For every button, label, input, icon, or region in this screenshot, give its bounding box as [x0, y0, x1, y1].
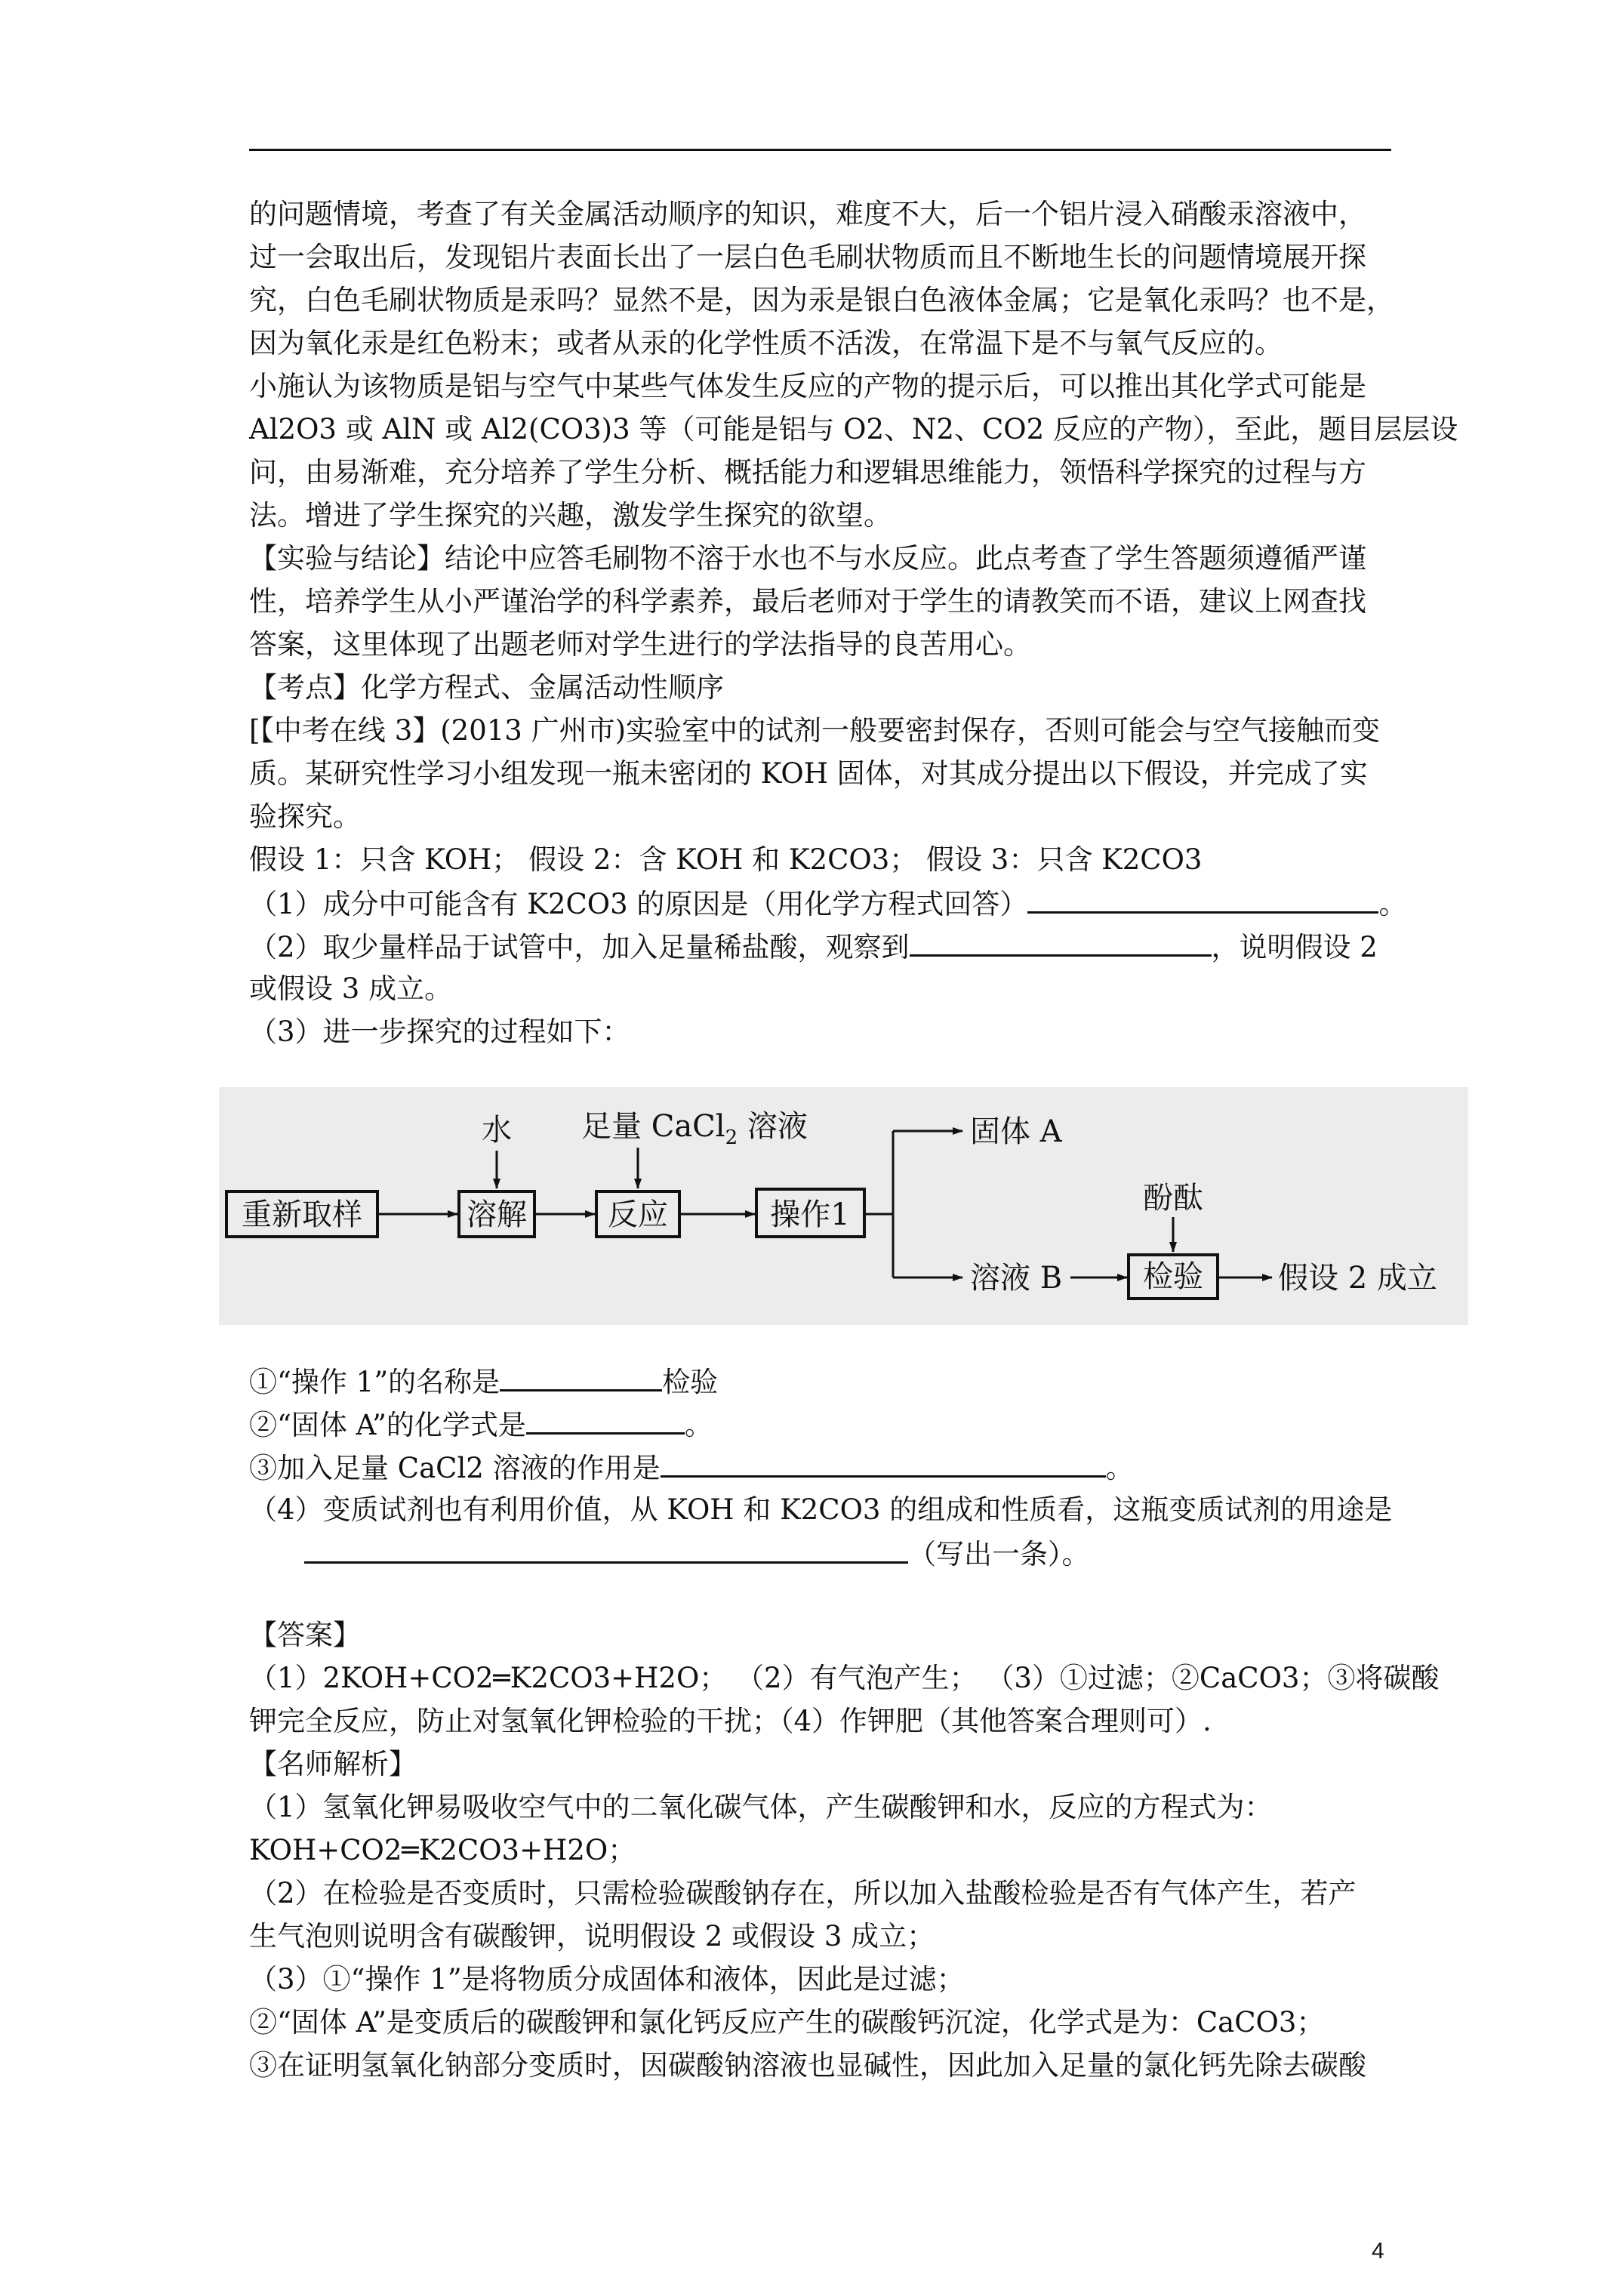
question-2-end: ，说明假设 2: [1211, 931, 1378, 963]
answer-line: 生气泡则说明含有碳酸钾，说明假设 2 或假设 3 成立；: [249, 1920, 935, 1952]
body-line: 假设 1：只含 KOH； 假设 2：含 KOH 和 K2CO3； 假设 3：只含 K2CO3: [249, 843, 1203, 876]
input-cacl2-suffix: 溶液: [738, 1109, 808, 1144]
answer-blank-op1[interactable]: [500, 1359, 662, 1391]
answer-line: ③在证明氢氧化钠部分变质时，因碳酸钠溶液也显碱性，因此加入足量的氯化钙先除去碳酸: [249, 2049, 1366, 2082]
subquestions: [249, 1359, 1397, 1574]
input-cacl2-subscript: 2: [725, 1126, 738, 1149]
input-cacl2: [581, 1109, 808, 1149]
answer-blank-cacl2[interactable]: [661, 1445, 1106, 1478]
node-react-label: 反应: [608, 1197, 668, 1232]
result-label: 假设 2 成立: [1278, 1261, 1437, 1296]
answer-line: 【名师解析】: [249, 1748, 417, 1780]
subquestion-1: [249, 1359, 1397, 1402]
answer-line: 【答案】: [249, 1619, 361, 1651]
question-2-text: （2）取少量样品于试管中，加入足量稀盐酸，观察到: [249, 931, 910, 963]
subquestion-3: [249, 1445, 1397, 1488]
body-line: 【考点】化学方程式、金属活动性顺序: [249, 671, 724, 704]
header-rule: [249, 149, 1391, 151]
node-op1-label: 操作1: [770, 1197, 850, 1232]
node-check-label: 检验: [1143, 1259, 1203, 1294]
answer-line: ②“固体 A”是变质后的碳酸钾和氯化钙反应产生的碳酸钙沉淀，化学式是为：CaCO3；: [249, 2006, 1325, 2039]
body-line: 的问题情境，考查了有关金属活动顺序的知识，难度不大，后一个铝片浸入硝酸汞溶液中，: [249, 198, 1366, 230]
question-1-end: 。: [1378, 888, 1407, 920]
body-line: 质。某研究性学习小组发现一瓶未密闭的 KOH 固体，对其成分提出以下假设，并完成了实: [249, 757, 1368, 790]
output-solution-b: 溶液 B: [970, 1261, 1063, 1296]
subquestion-2-text: ②“固体 A”的化学式是: [249, 1409, 526, 1441]
answer-line: KOH+CO2═K2CO3+H2O；: [249, 1834, 636, 1866]
answer-line: （3）①“操作 1”是将物质分成固体和液体，因此是过滤；: [249, 1963, 965, 1996]
body-line: 验探究。: [249, 800, 361, 833]
document-body: [249, 193, 1458, 1053]
output-solid-a: 固体 A: [970, 1114, 1062, 1149]
question-1-text: （1）成分中可能含有 K2CO3 的原因是（用化学方程式回答）: [249, 888, 1028, 920]
body-line: [【中考在线 3】(2013 广州市)实验室中的试剂一般要密封保存，否则可能会与空气接触而变: [249, 714, 1381, 747]
answer-line: 钾完全反应，防止对氢氧化钾检验的干扰；（4）作钾肥（其他答案合理则可）.: [249, 1705, 1212, 1737]
answer-blank-solid[interactable]: [526, 1402, 685, 1435]
body-line: Al2O3 或 AlN 或 Al2(CO3)3 等（可能是铝与 O2、N2、CO2 反应的产物），至此，题目层层设: [249, 413, 1458, 445]
answer-line: （2）在检验是否变质时，只需检验碳酸钠存在，所以加入盐酸检验是否有气体产生，若产: [249, 1877, 1357, 1909]
subquestion-1-end: 检验: [662, 1366, 719, 1398]
answer-line: （1）氢氧化钾易吸收空气中的二氧化碳气体，产生碳酸钾和水，反应的方程式为：: [249, 1791, 1273, 1823]
answer-section: [249, 1613, 1440, 2087]
answer-blank-4[interactable]: [304, 1531, 908, 1564]
question-4: （4）变质试剂也有利用价值，从 KOH 和 K2CO3 的组成和性质看，这瓶变质试剂的用途是: [249, 1493, 1393, 1526]
body-line: 法。增进了学生探究的兴趣，激发学生探究的欲望。: [249, 499, 892, 532]
question-2: [249, 924, 1397, 967]
body-line: 究，白色毛刷状物质是汞吗？显然不是，因为汞是银白色液体金属；它是氧化汞吗？也不是，: [249, 284, 1394, 316]
question-3: （3）进一步探究的过程如下：: [249, 1015, 630, 1048]
body-line: 问，由易渐难，充分培养了学生分析、概括能力和逻辑思维能力，领悟科学探究的过程与方: [249, 456, 1366, 488]
subquestion-2: [249, 1402, 1397, 1445]
input-cacl2-prefix: 足量 CaCl: [581, 1109, 725, 1144]
body-line: 性，培养学生从小严谨治学的科学素养，最后老师对于学生的请教笑而不语，建议上网查找: [249, 585, 1366, 618]
subquestion-2-end: 。: [684, 1409, 713, 1441]
input-phenolphthalein: 酚酞: [1143, 1181, 1203, 1216]
answer-blank-1[interactable]: [1027, 881, 1378, 914]
node-dissolve-label: 溶解: [467, 1197, 527, 1232]
body-line: 因为氧化汞是红色粉末；或者从汞的化学性质不活泼，在常温下是不与氧气反应的。: [249, 327, 1283, 359]
flowchart-figure: [219, 1087, 1468, 1325]
subquestion-3-text: ③加入足量 CaCl2 溶液的作用是: [249, 1452, 661, 1484]
body-line: 过一会取出后，发现铝片表面长出了一层白色毛刷状物质而且不断地生长的问题情境展开探: [249, 241, 1366, 273]
body-line: 答案，这里体现了出题老师对学生进行的学法指导的良苦用心。: [249, 628, 1031, 661]
subquestion-3-end: 。: [1105, 1452, 1134, 1484]
subquestion-1-text: ①“操作 1”的名称是: [249, 1366, 500, 1398]
page-number: 4: [1372, 2239, 1384, 2264]
answer-line: （1）2KOH+CO2═K2CO3+H2O； （2）有气泡产生； （3）①过滤；②CaCO3；③将碳酸: [249, 1662, 1440, 1694]
answer-blank-2[interactable]: [910, 924, 1212, 957]
question-4-end: （写出一条）。: [908, 1538, 1090, 1570]
question-1: [249, 881, 1407, 924]
question-2-line2: 或假设 3 成立。: [249, 972, 453, 1005]
body-line: 小施认为该物质是铝与空气中某些气体发生反应的产物的提示后，可以推出其化学式可能是: [249, 370, 1366, 402]
question-4-line2: [249, 1531, 1397, 1574]
body-line: 【实验与结论】结论中应答毛刷物不溶于水也不与水反应。此点考查了学生答题须遵循严谨: [249, 542, 1366, 575]
node-start-label: 重新取样: [242, 1197, 362, 1232]
flowchart-svg: [219, 1087, 1468, 1325]
input-water: 水: [482, 1113, 512, 1148]
